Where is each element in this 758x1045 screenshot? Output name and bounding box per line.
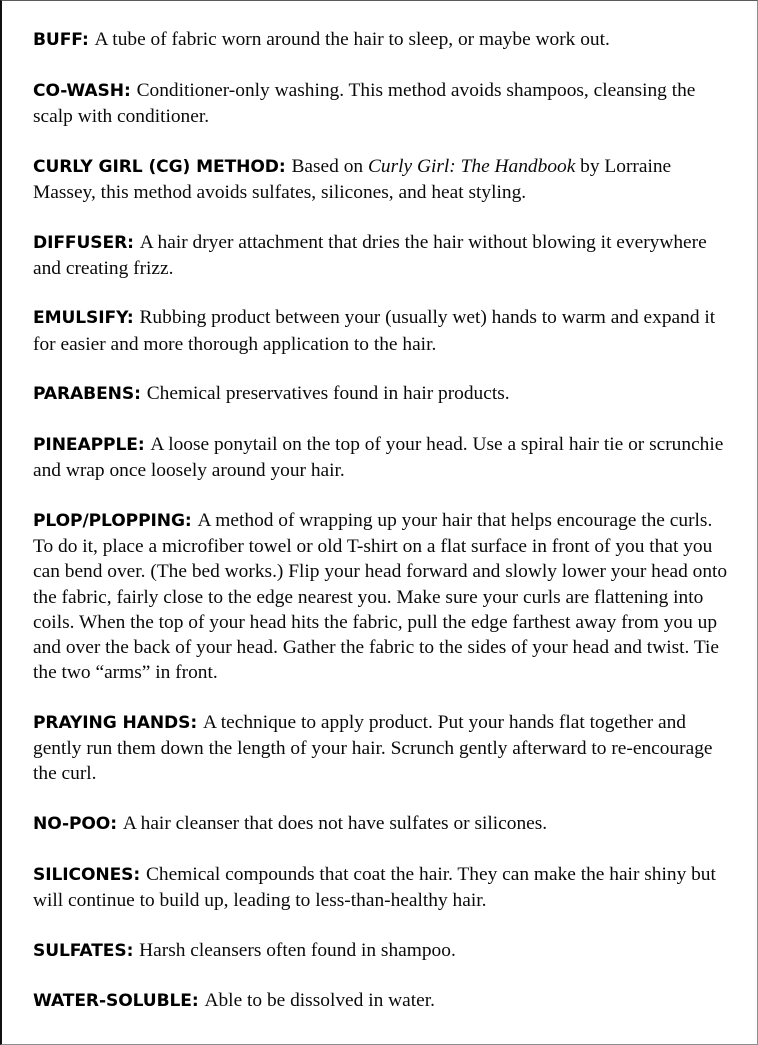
term-separator: : [190,712,203,733]
glossary-term: SILICONES [33,864,134,885]
term-separator: : [191,991,205,1012]
glossary-term: PRAYING HANDS [33,712,191,733]
term-separator: : [137,435,151,456]
glossary-entry [33,154,729,205]
glossary-entry [33,381,729,407]
term-separator: : [123,80,137,101]
glossary-entry [33,508,729,685]
term-separator: : [184,510,198,531]
glossary-list [33,27,729,1014]
glossary-term: NO-POO [33,813,111,834]
glossary-entry [33,710,729,787]
glossary-definition: Rubbing product between your (usually wet) hands to warm and expand it for easier and more thorough application to the hair. [33,307,716,355]
glossary-entry [33,230,729,281]
glossary-definition: A tube of fabric worn around the hair to sleep, or maybe work out. [94,29,610,50]
glossary-term: BUFF [33,30,82,50]
glossary-term: SULFATES [33,940,127,961]
glossary-term: EMULSIFY [33,308,127,329]
glossary-term: PARABENS [33,384,135,405]
glossary-term: PLOP/PLOPPING [33,510,185,531]
glossary-entry [33,938,729,964]
glossary-definition: Able to be dissolved in water. [204,990,435,1012]
glossary-entry [33,27,729,53]
glossary-term: WATER-SOLUBLE [33,991,192,1012]
glossary-definition: A hair cleanser that does not have sulfates or silicones. [122,812,548,834]
term-separator: : [126,308,140,329]
book-title: Curly Girl: The Handbook [367,155,576,177]
glossary-definition-before-title: Based on [291,155,368,177]
glossary-entry [33,432,729,483]
glossary-definition: A method of wrapping up your hair that helps encourage the curls. To do it, place a microfiber towel or old T-shirt on a flat surface in front of you that you can bend over. (The bed works.) Flip your head forward and slowly lower your head onto the fabric, fairly close to the edge nearest you. Make sure your curls are flattening into coils. When the top of your head hits the fabric, pull the edge farthest away from you up and over the back of your head. Gather the fabric to the sides of your head and twist. Tie the two “arms” in front. [33,509,728,684]
glossary-definition: Chemical compounds that coat the hair. They can make the hair shiny but will continue to build up, leading to less-than-healthy hair. [33,863,716,911]
glossary-entry [33,305,729,356]
term-separator: : [110,813,123,834]
glossary-definition-after-title: by Lorraine Massey, this method avoids sulfates, silicones, and heat styling. [33,155,672,203]
glossary-term: PINEAPPLE [33,435,138,456]
glossary-definition: A loose ponytail on the top of your head. Use a spiral hair tie or scrunchie and wrap once loosely around your hair. [33,434,724,482]
term-separator: : [133,864,146,885]
glossary-definition: Harsh cleansers often found in shampoo. [139,939,456,961]
glossary-definition: Chemical preservatives found in hair products. [146,383,510,405]
glossary-entry [33,988,729,1014]
term-separator: : [278,156,292,177]
term-separator: : [81,30,95,50]
glossary-entry [33,78,729,129]
glossary-definition: Conditioner-only washing. This method avoids shampoos, cleansing the scalp with conditioner. [33,79,696,127]
term-separator: : [134,384,147,405]
glossary-entry [33,862,729,913]
term-separator: : [126,940,140,961]
glossary-term: CURLY GIRL (CG) METHOD [33,156,279,177]
term-separator: : [127,232,140,253]
glossary-definition: A technique to apply product. Put your hands flat together and gently run them down the length of your hair. Scrunch gently afterward to re-encourage the curl. [33,711,713,785]
glossary-entry [33,811,729,837]
glossary-term: DIFFUSER [33,232,128,253]
glossary-definition: A hair dryer attachment that dries the hair without blowing it everywhere and creating frizz. [33,231,707,279]
glossary-term: CO-WASH [33,80,124,101]
